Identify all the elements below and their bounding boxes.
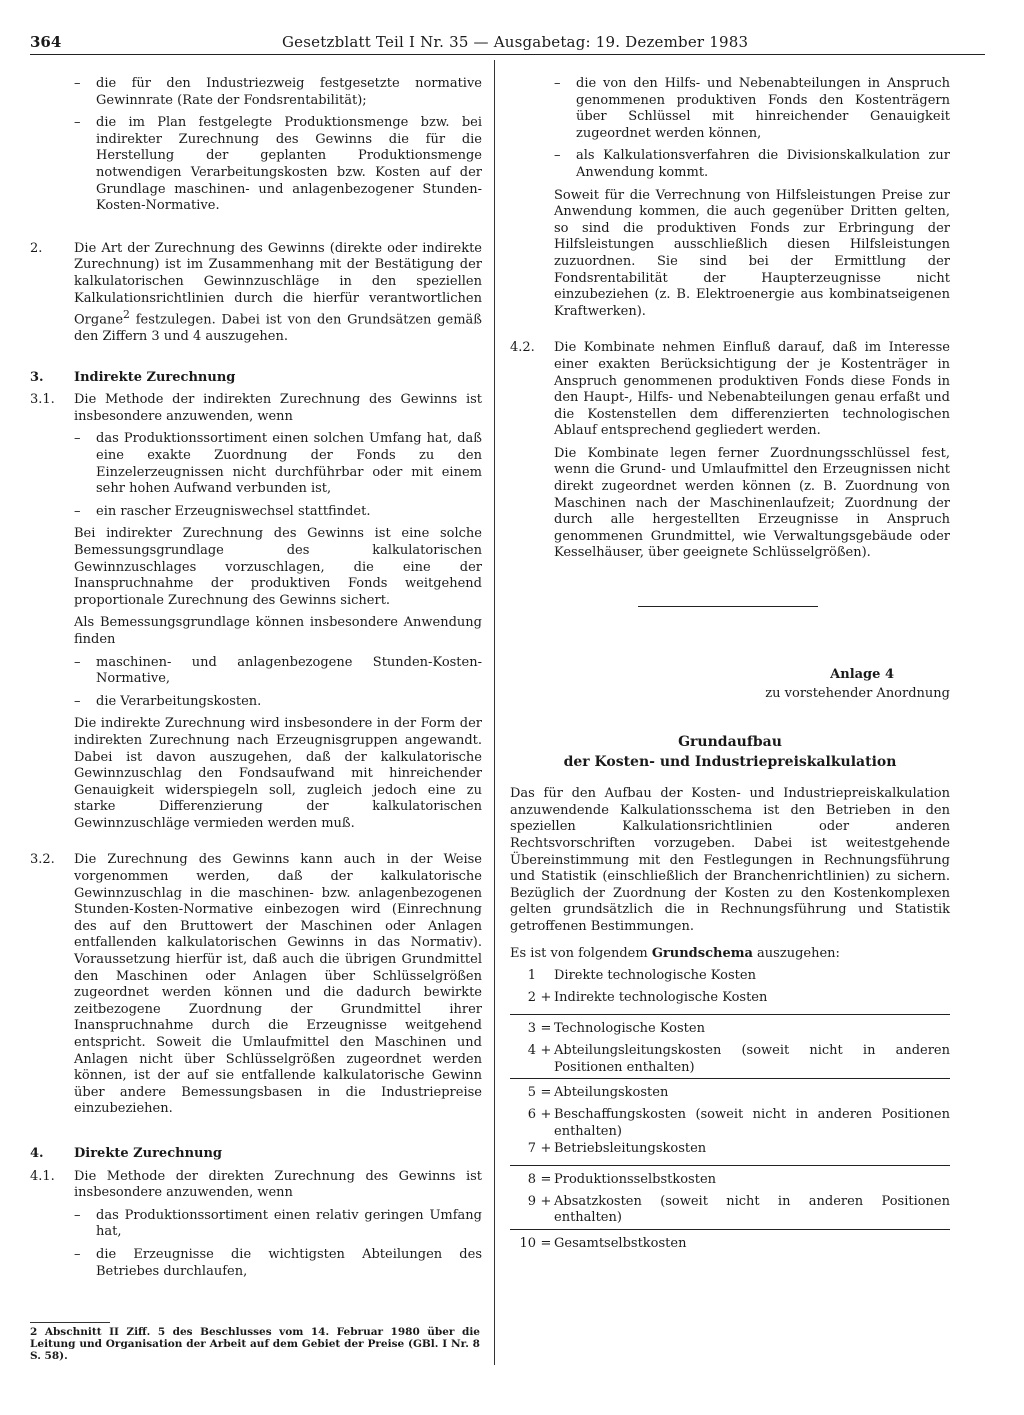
intro-dashes <box>30 76 482 221</box>
footnote-rule <box>30 1322 110 1323</box>
list-item: – die von den Hilfs- und Nebenabteilungen in Anspruch genommenen produktiven Fonds den Kostenträgern über Schlüssel mit hinreichender Genauigkeit zugeordnet werden können, <box>554 76 950 141</box>
continued-dashes: – die von den Hilfs- und Nebenabteilungen in Anspruch genommenen produktiven Fonds den Kostenträgern über Schlüssel mit hinreichender Genauigkeit zugeordnet werden können, – als Kalkulationsverfahren die Divisionskalkulation zur Anwendung kommt. Soweit für die Verrechnung von Hilfsleistungen Preise zur Anwendung kommen, die auch gegenüber Dritten gelten, so sind die produktiven Fonds zur Erbringung der Hilfsleistungen ausschließlich diesen Hilfsleistungen zuzuordnen. Sie sind bei der Ermittlung der Fondsrentabilität der Haupterzeugnisse nicht einzubeziehen (z. B. Elektroenergie aus kombinatseigenen Kraftwerken). <box>554 76 950 319</box>
schema-lead: Es ist von folgendem Grundschema auszugehen: <box>510 945 840 961</box>
left-column <box>30 76 482 1292</box>
schema-rule <box>510 1229 950 1230</box>
page-header <box>30 34 985 54</box>
list-item: – die Verarbeitungskosten. <box>74 693 262 709</box>
annex-subtitle: zu vorstehender Anordnung <box>765 685 950 701</box>
gazette-title: Gesetzblatt Teil I Nr. 35 — Ausgabetag: 19. Dezember 1983 <box>282 33 749 51</box>
footnote: 2 Abschnitt II Ziff. 5 des Beschlusses vom 14. Februar 1980 über die Leitung und Organisation der Arbeit auf dem Gebiet der Preise (GBl. I Nr. 8 S. 58). <box>30 1326 480 1362</box>
section-3-2: 3.2. Die Zurechnung des Gewinns kann auch in der Weise vorgenommen werden, daß der kalkulatorische Gewinnzuschlag in die maschinen- bzw. anlagenbezogenen Stunden-Kosten-Normative einbezogen wird (Einrechnung des auf den Bruttowert der Maschinen oder Anlagen entfallenden kalkulatorischen Gewinns in das Normativ). Voraussetzung hierfür ist, daß auch die übrigen Grundmittel den Maschinen oder Anlagen über Schlüsselgrößen zugeordnet werden können und die dadurch bewirkte zeitbezogene Zuordnung der Grundmittel ihrer Inanspruchnahme durch die Erzeugnisse weitgehend entspricht. Soweit die Umlaufmittel den Maschinen und Anlagen nicht über Schlüsselgrößen zugeordnet werden können, ist der auf sie entfallende kalkulatorische Gewinn über andere Bemessungsbasen in die Industriepreise einzubeziehen. <box>30 852 482 1117</box>
table-row: 9 + Absatzkosten (soweit nicht in anderen Positionen enthalten) <box>527 1193 950 1226</box>
column-divider <box>494 60 495 1365</box>
table-row: 1 Direkte technologische Kosten <box>527 968 756 984</box>
section-4-heading: 4. Direkte Zurechnung <box>30 1145 223 1161</box>
right-column <box>510 76 950 1258</box>
section-4-1: 4.1. Die Methode der direkten Zurechnung des Gewinns ist insbesondere anzuwenden, wenn – das Produktionssortiment einen relativ geringen Umfang hat, – die Erzeugnisse die wichtigsten Abteilungen des Betriebes durchlaufen, <box>30 1168 482 1279</box>
list-item: – das Produktionssortiment einen relativ geringen Umfang hat, <box>74 1207 482 1240</box>
list-item: – maschinen- und anlagenbezogene Stunden-Kosten-Normative, <box>74 654 482 687</box>
annex-label: Anlage 4 <box>830 667 894 683</box>
list-item: – das Produktionssortiment einen solchen Umfang hat, daß eine exakte Zuordnung der Fonds zu den Einzelerzeugnissen nicht durchführbar oder mit einem sehr hohen Aufwand verbunden ist, <box>74 431 482 497</box>
schema-rule <box>510 1165 950 1166</box>
list-item: – als Kalkulationsverfahren die Divisionskalkulation zur Anwendung kommt. <box>554 148 950 180</box>
calculation-schema <box>510 968 950 1258</box>
section-4-2: 4.2. Die Kombinate nehmen Einfluß darauf, daß im Interesse einer exakten Berücksichtigung der je Kostenträger in Anspruch genommenen produktiven Fonds diese Fonds in den Haupt-, Hilfs- und Nebenabteilungen genau erfaßt und die Kostenstellen dem differenzierten technologischen Ablauf entsprechend gegliedert werden. Die Kombinate legen ferner Zuordnungsschlüssel fest, wenn die Grund- und Umlaufmittel den Erzeugnissen nicht direkt zugeordnet werden können (z. B. Zuordnung von Maschinen nach der Maschinenlaufzeit; Zuordnung der durch alle hergestellten Erzeugnisse in Anspruch genommenen Grundmittel, wie Verwaltungsgebäude oder Kesselhäuser, über geeignete Schlüsselgrößen). <box>510 340 950 561</box>
page-number: 364 <box>30 33 62 51</box>
table-row: 7 + Betriebsleitungskosten <box>527 1140 707 1156</box>
header-rule <box>30 54 985 55</box>
list-item: – die für den Industriezweig festgesetzte normative Gewinnrate (Rate der Fondsrentabilität); <box>74 76 482 108</box>
schema-rule <box>510 1014 950 1015</box>
table-row: 10 = Gesamtselbstkosten <box>519 1235 687 1251</box>
section-divider <box>638 606 818 607</box>
table-row: 2 + Indirekte technologische Kosten <box>527 990 768 1006</box>
table-row: 8 = Produktionsselbstkosten <box>527 1171 717 1187</box>
list-item: – die Erzeugnisse die wichtigsten Abteilungen des Betriebes durchlaufen, <box>74 1246 482 1279</box>
table-row: 6 + Beschaffungskosten (soweit nicht in anderen Positionen enthalten) <box>527 1107 950 1139</box>
table-row: 4 + Abteilungsleitungskosten (soweit nicht in anderen Positionen enthalten) <box>527 1043 950 1075</box>
section-3-heading: 3. Indirekte Zurechnung <box>30 369 236 385</box>
section-3-1: 3.1. Die Methode der indirekten Zurechnung des Gewinns ist insbesondere anzuwenden, wenn – das Produktionssortiment einen solchen Umfang hat, daß eine exakte Zuordnung der Fonds zu den Einzelerzeugnissen nicht durchführbar oder mit einem sehr hohen Aufwand verbunden ist, – ein rascher Erzeugniswechsel stattfindet. Bei indirekter Zurechnung des Gewinns ist eine solche Bemessungsgrundlage des kalkulatorischen Gewinnzuschlages vorzuschlagen, die eine der Inanspruchnahme der produktiven Fonds weitgehend proportionale Zurechnung des Gewinns sichert. Als Bemessungsgrundlage können insbesondere Anwendung finden – maschinen- und anlagenbezogene Stunden-Kosten-Normative, – die Verarbeitungskosten. Die indirekte Zurechnung wird insbesondere in der Form der indirekten Zurechnung nach Erzeugnisgruppen angewandt. Dabei ist davon auszugehen, daß der kalkulatorische Gewinnzuschlag den Fondsaufwand mit hinreichender Genauigkeit widerspiegeln soll, zugleich jedoch eine zu starke Differenzierung der kalkulatorischen Gewinnzuschläge vermieden werden muß. <box>30 392 482 831</box>
table-row: 3 = Technologische Kosten <box>527 1021 705 1037</box>
footnote-ref: 2 <box>123 308 130 322</box>
annex-title: Grundaufbau der Kosten- und Industriepreiskalkulation <box>563 734 897 771</box>
list-item: – die im Plan festgelegte Produktionsmenge bzw. bei indirekter Zurechnung des Gewinns die für die Herstellung der geplanten Produktionsmenge notwendigen Verarbeitungskosten bzw. Kosten auf der Grundlage maschinen- und anlagenbezogener Stunden-Kosten-Normative. <box>74 115 482 214</box>
schema-rule <box>510 1078 950 1079</box>
table-row: 5 = Abteilungskosten <box>527 1085 669 1101</box>
list-item: – ein rascher Erzeugniswechsel stattfindet. <box>74 503 371 519</box>
section-2: 2. Die Art der Zurechnung des Gewinns (direkte oder indirekte Zurechnung) ist im Zusammenhang mit der Bestätigung der kalkulatorischen Gewinnzuschläge in den speziellen Kalkulationsrichtlinien durch die hierfür verantwortlichen Organe$^2$ festzulegen. Dabei ist von den Grundsätzen gemäß den Ziffern 3 und 4 auszugehen. <box>30 240 482 345</box>
annex-intro: Das für den Aufbau der Kosten- und Industriepreiskalkulation anzuwendende Kalkulationsschema ist den Betrieben in den speziellen Kalkulationsrichtlinien oder anderen Rechtsvorschriften vorzugeben. Dabei ist weitestgehende Übereinstimmung mit den Festlegungen in Rechnungsführung und Statistik (einschließlich der Branchenrichtlinien) zu sichern. Bezüglich der Zuordnung der Kosten zu den Kostenkomplexen gelten grundsätzlich die in Rechnungsführung und Statistik getroffenen Bestimmungen. <box>510 786 950 934</box>
